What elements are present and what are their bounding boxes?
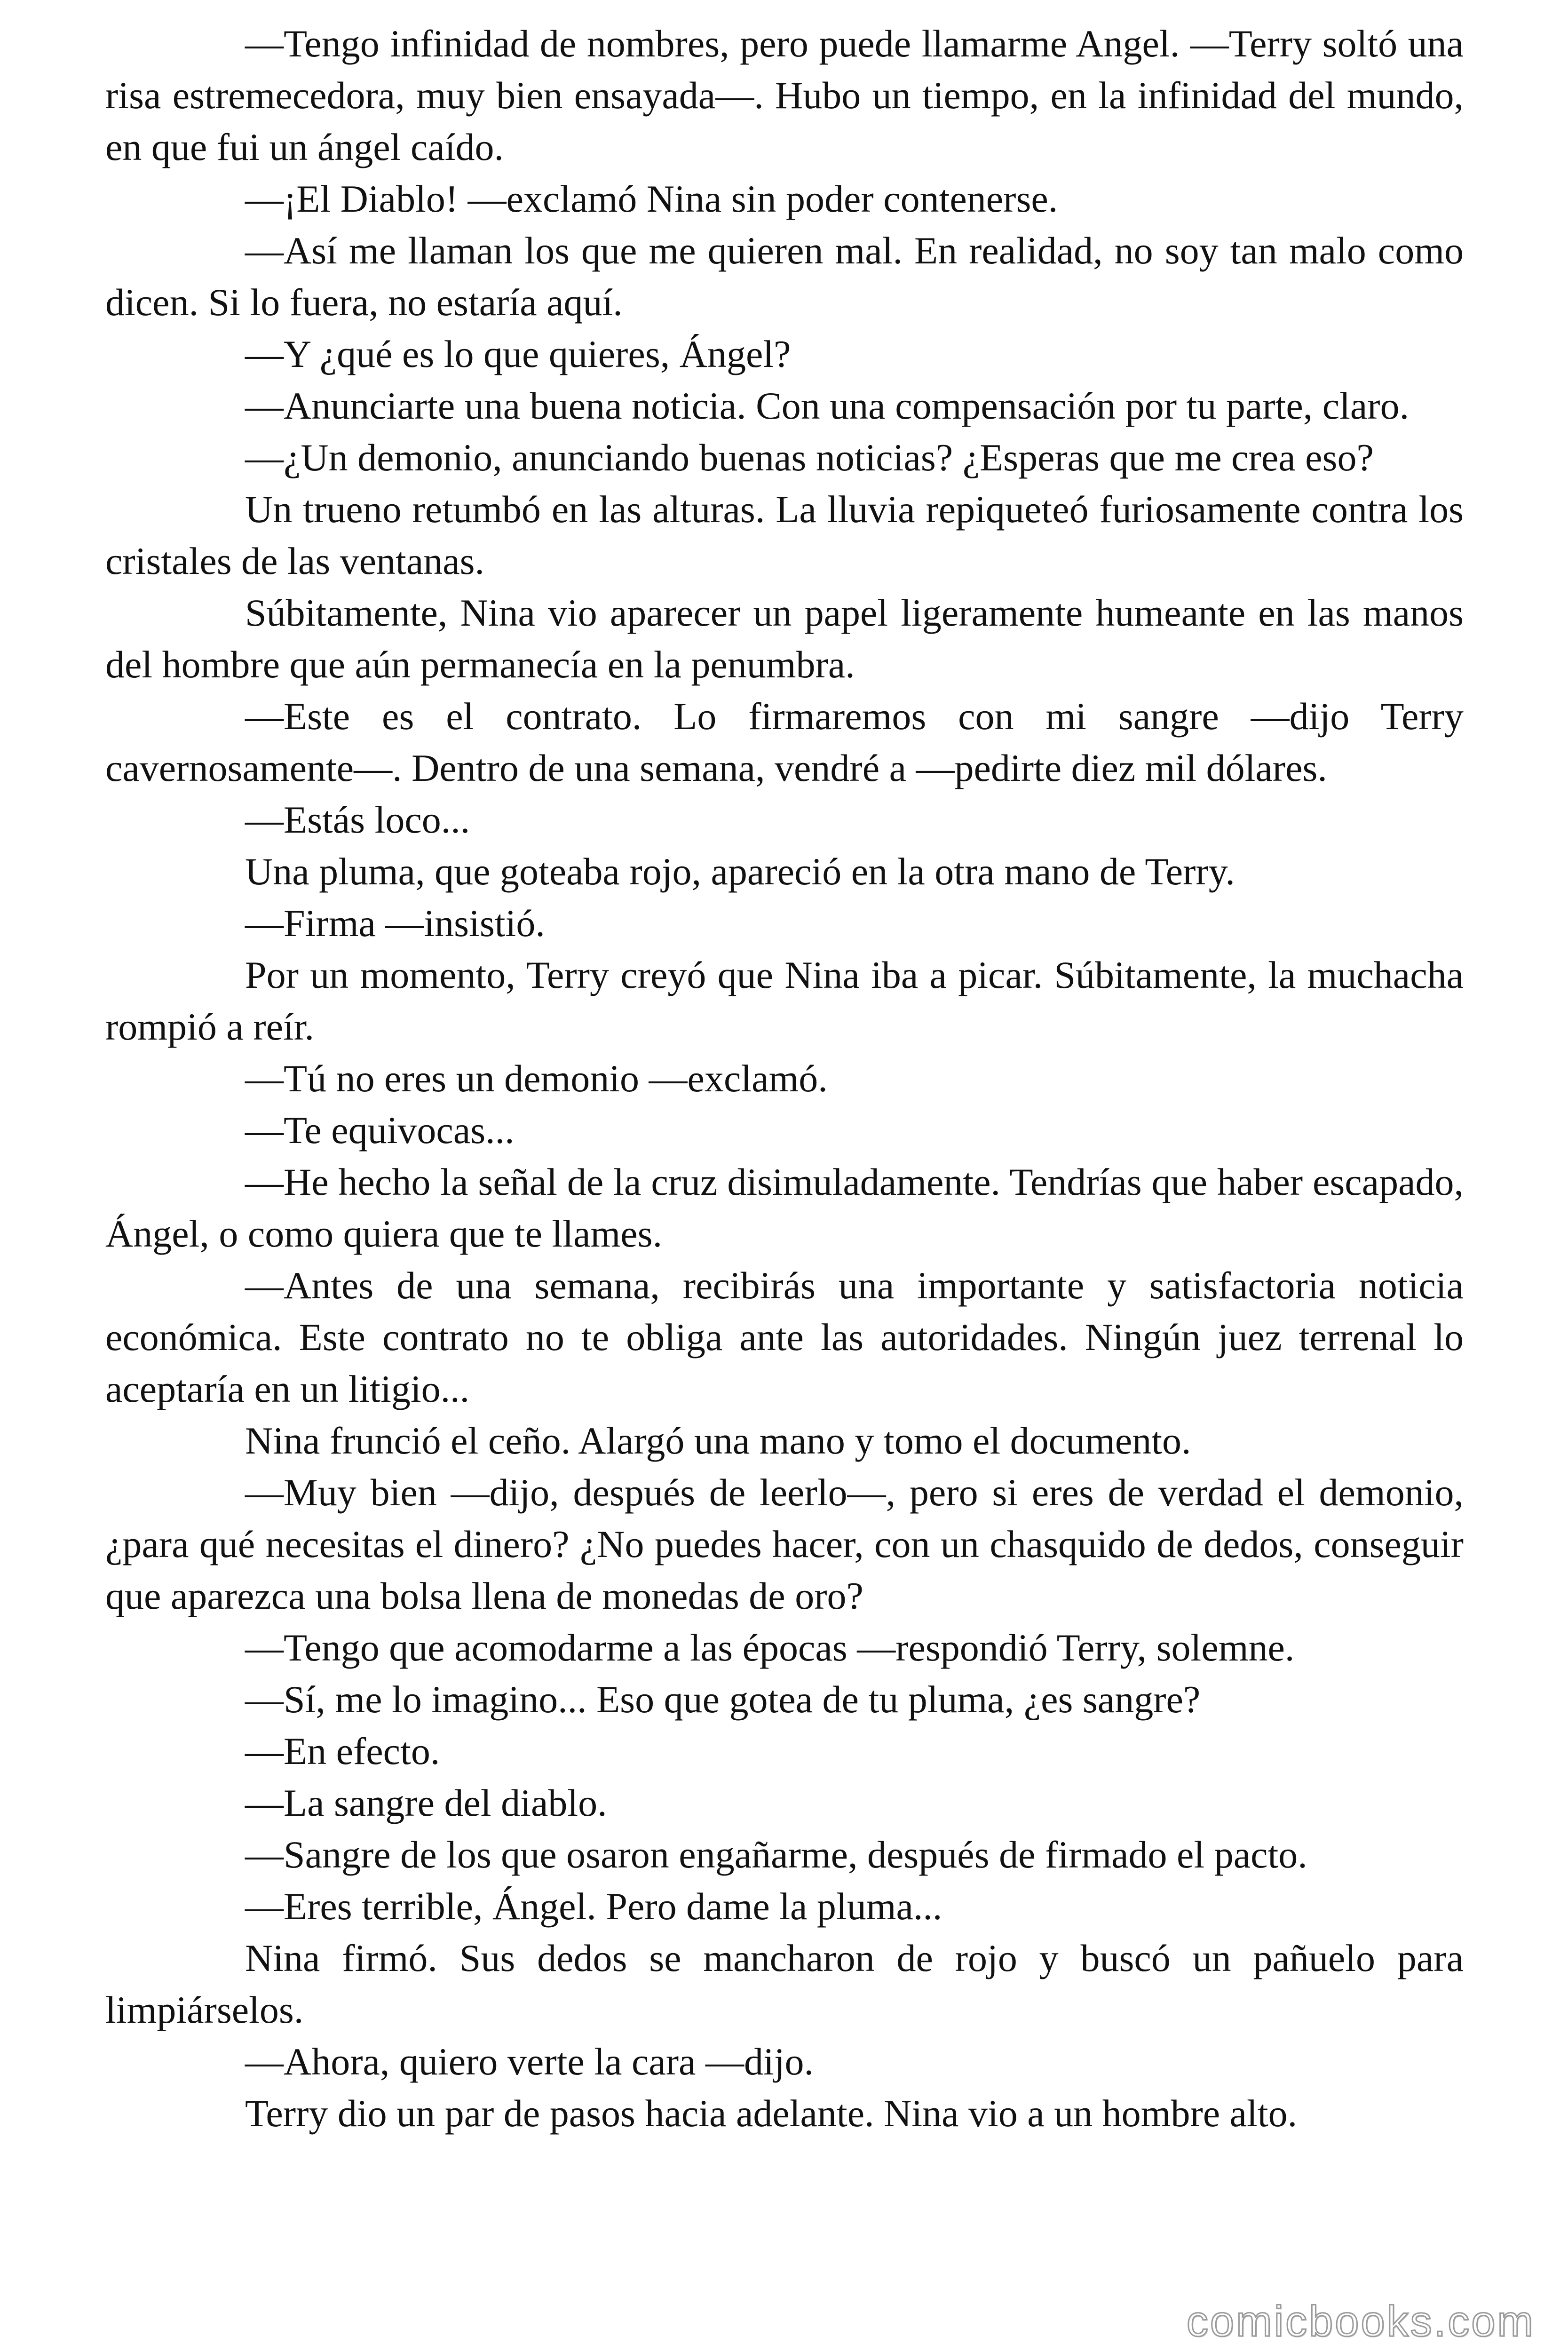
paragraph: —He hecho la señal de la cruz disimuladamente. Tendrías que haber escapado, Ángel, o como quiera que te llames. bbox=[105, 1160, 1464, 1255]
paragraph: Nina frunció el ceño. Alargó una mano y tomo el documento. bbox=[245, 1419, 1191, 1462]
paragraph: —Anunciarte una buena noticia. Con una compensación por tu parte, claro. bbox=[245, 384, 1410, 427]
paragraph: —Firma —insistió. bbox=[245, 902, 545, 945]
paragraph: Súbitamente, Nina vio aparecer un papel ligeramente humeante en las manos del hombre que aún permanecía en la penumbra. bbox=[105, 591, 1464, 686]
paragraph: —Y ¿qué es lo que quieres, Ángel? bbox=[245, 333, 791, 375]
paragraph: Nina firmó. Sus dedos se mancharon de rojo y buscó un pañuelo para limpiárselos. bbox=[105, 1937, 1464, 2031]
paragraph: —Sí, me lo imagino... Eso que gotea de tu pluma, ¿es sangre? bbox=[245, 1678, 1201, 1721]
paragraph: —Tengo que acomodarme a las épocas —respondió Terry, solemne. bbox=[245, 1626, 1295, 1669]
paragraph: —Ahora, quiero verte la cara —dijo. bbox=[245, 2040, 814, 2083]
paragraph: Terry dio un par de pasos hacia adelante. Nina vio a un hombre alto. bbox=[245, 2092, 1298, 2135]
paragraph: —Antes de una semana, recibirás una importante y satisfactoria noticia económica. Este contrato no te obliga ante las autoridades. Ningún juez terrenal lo aceptaría en un litigio... bbox=[105, 1264, 1464, 1410]
paragraph: —¿Un demonio, anunciando buenas noticias? ¿Esperas que me crea eso? bbox=[245, 436, 1374, 479]
page-body bbox=[105, 18, 1464, 2139]
paragraph: Por un momento, Terry creyó que Nina iba a picar. Súbitamente, la muchacha rompió a reír. bbox=[105, 954, 1464, 1048]
paragraph: —Este es el contrato. Lo firmaremos con mi sangre —dijo Terry cavernosamente—. Dentro de una semana, vendré a —pedirte diez mil dólares. bbox=[105, 695, 1464, 789]
paragraph: —Tú no eres un demonio —exclamó. bbox=[245, 1057, 828, 1100]
paragraph: Una pluma, que goteaba rojo, apareció en la otra mano de Terry. bbox=[245, 850, 1235, 893]
paragraph: —Así me llaman los que me quieren mal. En realidad, no soy tan malo como dicen. Si lo fuera, no estaría aquí. bbox=[105, 229, 1464, 324]
paragraph: —La sangre del diablo. bbox=[245, 1781, 607, 1824]
paragraph: —En efecto. bbox=[245, 1730, 440, 1772]
watermark: comicbooks.com bbox=[1186, 2297, 1535, 2345]
paragraph: —¡El Diablo! —exclamó Nina sin poder contenerse. bbox=[245, 177, 1058, 220]
paragraph: Un trueno retumbó en las alturas. La lluvia repiqueteó furiosamente contra los cristales de las ventanas. bbox=[105, 488, 1464, 582]
paragraph: —Sangre de los que osaron engañarme, después de firmado el pacto. bbox=[245, 1833, 1307, 1876]
paragraph: —Eres terrible, Ángel. Pero dame la pluma... bbox=[245, 1885, 942, 1928]
paragraph: —Muy bien —dijo, después de leerlo—, pero si eres de verdad el demonio, ¿para qué necesitas el dinero? ¿No puedes hacer, con un chasquido de dedos, conseguir que aparezca una bolsa llena de monedas de oro? bbox=[105, 1471, 1464, 1617]
paragraph: —Tengo infinidad de nombres, pero puede llamarme Angel. —Terry soltó una risa estremecedora, muy bien ensayada—. Hubo un tiempo, en la infinidad del mundo, en que fui un ángel caído. bbox=[105, 22, 1464, 168]
paragraph: —Estás loco... bbox=[245, 798, 470, 841]
paragraph: —Te equivocas... bbox=[245, 1109, 515, 1152]
